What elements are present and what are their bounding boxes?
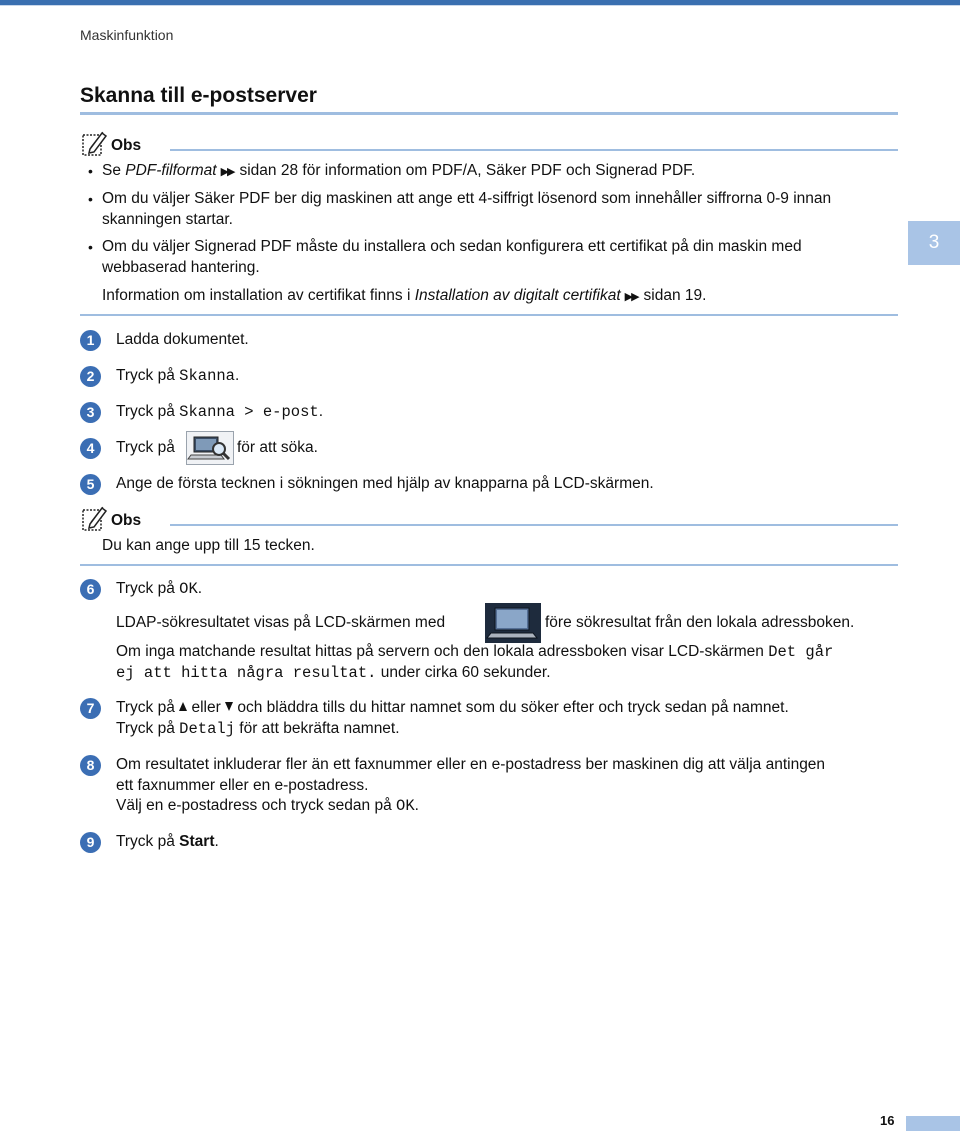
note-label: Obs xyxy=(111,512,142,529)
ldap-text-post: före sökresultat från den lokala adressboken. xyxy=(545,614,855,631)
note-end-rule xyxy=(80,314,898,316)
certificate-link[interactable]: Installation av digitalt certifikat xyxy=(414,287,621,304)
note-info-line xyxy=(102,287,706,305)
double-arrow-icon: ▶▶ xyxy=(624,291,638,303)
step-8-l3-post: . xyxy=(414,797,419,814)
no-results-text: Om inga matchande resultat hittas på servern och den lokala adressboken visar LCD-skärmen xyxy=(116,643,769,660)
note-end-rule xyxy=(80,564,898,566)
note-item-3-line-1: Om du väljer Signerad PDF måste du installera och sedan konfigurera ett certifikat på din maskin med xyxy=(102,238,802,255)
step-7-badge: 7 xyxy=(80,698,101,719)
no-results-line-2 xyxy=(116,664,551,682)
page-title: Skanna till e-postserver xyxy=(80,84,317,107)
note-item-3-line-2: webbaserad hantering. xyxy=(102,259,260,276)
step-2-post: . xyxy=(234,367,240,384)
detail-button-label: Detalj xyxy=(179,720,235,738)
step-6-badge: 6 xyxy=(80,579,101,600)
step-8-l3-pre: Välj en e-postadress och tryck sedan på xyxy=(116,797,397,814)
arrow-down-icon xyxy=(225,702,233,711)
note-header xyxy=(80,129,898,161)
step-1-text: Ladda dokumentet. xyxy=(116,331,249,348)
running-header: Maskinfunktion xyxy=(80,27,174,43)
step-6-pre: Tryck på xyxy=(116,580,180,597)
note-item-prefix: Se xyxy=(102,162,126,179)
note-item-2-line-2: skanningen startar. xyxy=(102,211,233,228)
step-8-line-3 xyxy=(116,797,419,815)
note-rule xyxy=(170,149,898,151)
ok-button-label: OK xyxy=(179,580,198,598)
pencil-note-icon xyxy=(80,504,108,532)
step-9-badge: 9 xyxy=(80,832,101,853)
bullet-dot: • xyxy=(88,163,93,179)
step-2-badge: 2 xyxy=(80,366,101,387)
ldap-laptop-icon xyxy=(485,603,541,643)
step-4-pre: Tryck på xyxy=(116,439,175,456)
step-7-l2-post: för att bekräfta namnet. xyxy=(234,720,400,737)
note-label: Obs xyxy=(111,137,142,154)
step-3-text xyxy=(116,403,323,421)
note-item-text: sidan 28 för information om PDF/A, Säker PDF och Signerad PDF. xyxy=(239,162,696,179)
step-8-line-2: ett faxnummer eller en e-postadress. xyxy=(116,777,369,794)
step-7-mid: eller xyxy=(187,699,226,716)
step-3-post: . xyxy=(318,403,324,420)
note-2-text: Du kan ange upp till 15 tecken. xyxy=(102,537,315,554)
note-header xyxy=(80,504,898,536)
step-7-post: och bläddra tills du hittar namnet som du söker efter och tryck sedan på namnet. xyxy=(233,699,789,716)
arrow-up-icon xyxy=(179,702,187,711)
page-number: 16 xyxy=(880,1113,895,1128)
step-7-line-1 xyxy=(116,699,789,717)
step-5-text: Ange de första tecknen i sökningen med hjälp av knapparna på LCD-skärmen. xyxy=(116,475,654,492)
pencil-note-icon xyxy=(80,129,108,157)
ok-button-label: OK xyxy=(396,797,415,815)
footer-accent-bar xyxy=(906,1116,960,1131)
ldap-text-pre: LDAP-sökresultatet visas på LCD-skärmen med xyxy=(116,614,446,631)
step-9-text xyxy=(116,833,219,851)
step-8-line-1: Om resultatet inkluderar fler än ett faxnummer eller en e-postadress ber maskinen dig att välja antingen xyxy=(116,756,826,773)
lcd-message: ej att hitta några resultat. xyxy=(116,664,377,682)
step-4-badge: 4 xyxy=(80,438,101,459)
step-1-badge: 1 xyxy=(80,330,101,351)
search-laptop-icon xyxy=(186,431,234,465)
info-prefix: Information om installation av certifikat finns i xyxy=(102,287,415,304)
step-5-badge: 5 xyxy=(80,474,101,495)
step-2-pre: Tryck på xyxy=(116,367,180,384)
step-6-post: . xyxy=(197,580,203,597)
step-7-pre: Tryck på xyxy=(116,699,180,716)
step-7-line-2 xyxy=(116,720,400,738)
pdf-format-link[interactable]: PDF-filformat xyxy=(125,162,217,179)
bullet-dot: • xyxy=(88,191,93,207)
title-rule xyxy=(80,112,898,115)
bullet-dot: • xyxy=(88,239,93,255)
step-8-badge: 8 xyxy=(80,755,101,776)
step-6-text xyxy=(116,580,202,598)
no-results-duration: under cirka 60 sekunder. xyxy=(376,664,551,681)
step-2-text xyxy=(116,367,239,385)
step-7-l2-pre: Tryck på xyxy=(116,720,180,737)
step-3-badge: 3 xyxy=(80,402,101,423)
note-item-2-line-1: Om du väljer Säker PDF ber dig maskinen att ange ett 4-siffrigt lösenord som innehåller siffrorna 0-9 innan xyxy=(102,190,832,207)
note-rule xyxy=(170,524,898,526)
no-results-line-1 xyxy=(116,643,833,661)
step-4-post: för att söka. xyxy=(237,439,318,456)
top-accent-line xyxy=(0,5,960,6)
step-3-pre: Tryck på xyxy=(116,403,180,420)
start-key-label: Start xyxy=(179,833,215,850)
lcd-message: Det går xyxy=(768,643,834,661)
scan-email-path: Skanna > e-post xyxy=(179,403,319,421)
note-item-1 xyxy=(102,162,695,180)
info-page-ref: sidan 19. xyxy=(643,287,707,304)
step-9-post: . xyxy=(214,833,219,850)
scan-button-label: Skanna xyxy=(179,367,235,385)
step-9-pre: Tryck på xyxy=(116,833,180,850)
chapter-tab: 3 xyxy=(908,221,960,265)
double-arrow-icon: ▶▶ xyxy=(220,166,234,178)
